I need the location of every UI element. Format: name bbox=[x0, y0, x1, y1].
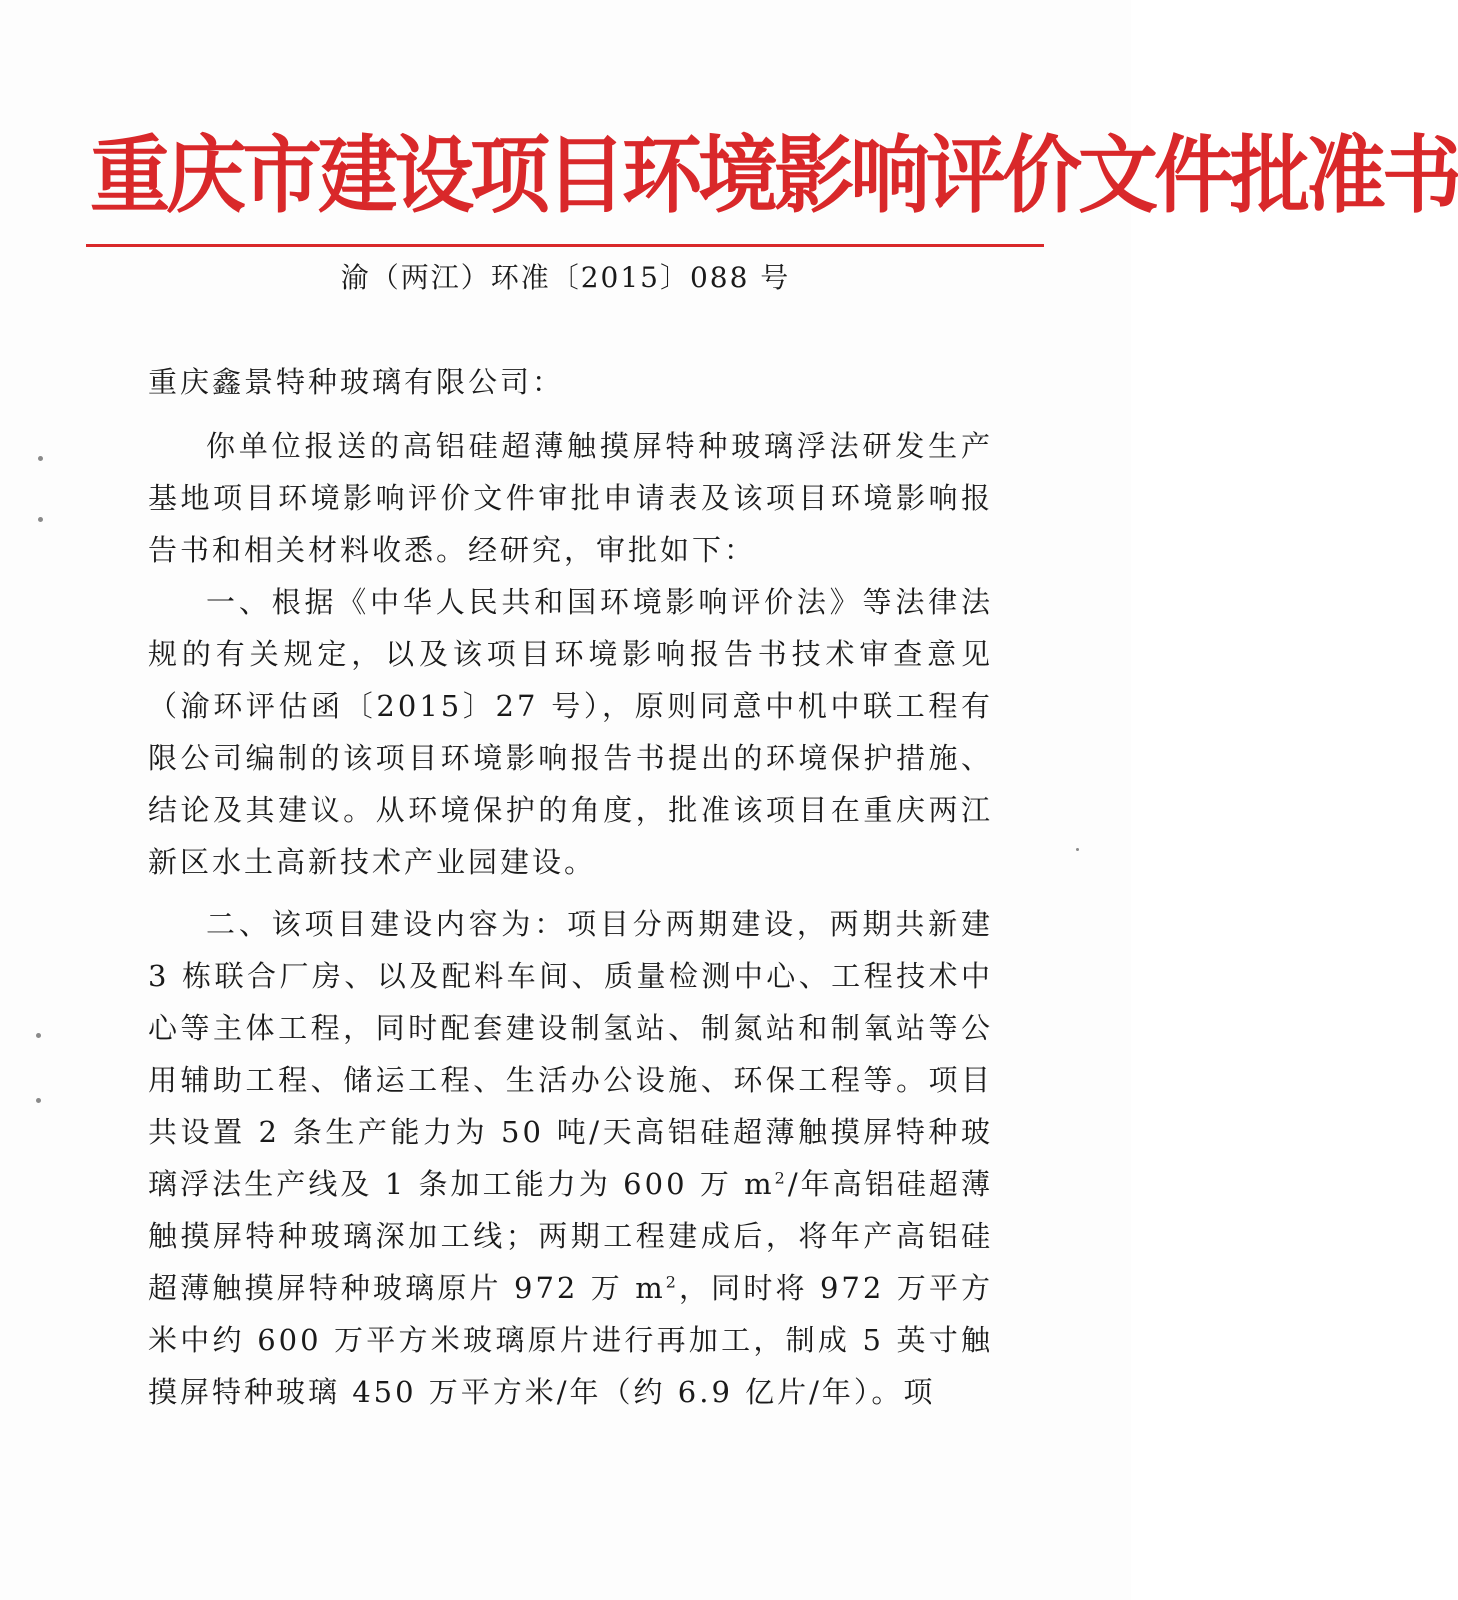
paragraph-one: 一、根据《中华人民共和国环境影响评价法》等法律法规的有关规定，以及该项目环境影响报告书技术审查意见（渝环评估函〔2015〕27 号），原则同意中机中联工程有限公司编制的该项目环境影响报告书提出的环境保护措施、结论及其建议。从环境保护的角度，批准该项目在重庆两江新区水土高新技术产业园建设。 bbox=[148, 585, 993, 879]
document-body bbox=[148, 356, 993, 1418]
document-title: 重庆市建设项目环境影响评价文件批准书 bbox=[90, 125, 1458, 225]
paragraph-two-part3: ，同时将 972 万平方米中约 600 万平方米玻璃原片进行再加工，制成 5 英寸触摸屏特种玻璃 450 万平方米/年（约 6.9 亿片/年）。项 bbox=[148, 1271, 993, 1409]
scan-speck bbox=[36, 1098, 41, 1103]
superscript-square: 2 bbox=[774, 1168, 788, 1188]
superscript-square: 2 bbox=[665, 1272, 679, 1292]
paragraph-two-part1: 二、该项目建设内容为：项目分两期建设，两期共新建 3 栋联合厂房、以及配料车间、质量检测中心、工程技术中心等主体工程，同时配套建设制氢站、制氮站和制氧站等公用辅助工程、储运工程、生活办公设施、环保工程等。项目共设置 2 条生产能力为 50 吨/天高铝硅超薄触摸屏特种玻璃浮法生产线及 1 条加工能力为 600 万 m bbox=[148, 907, 993, 1201]
scan-speck bbox=[36, 1033, 41, 1038]
paragraph-two-part2: /年高铝硅超薄触摸屏特种玻璃深加工线；两期工程建成后，将年产高铝硅超薄触摸屏特种玻璃原片 972 万 m bbox=[148, 1167, 993, 1305]
scan-speck bbox=[38, 456, 43, 461]
paragraph-intro: 你单位报送的高铝硅超薄触摸屏特种玻璃浮法研发生产基地项目环境影响评价文件审批申请表及该项目环境影响报告书和相关材料收悉。经研究，审批如下： bbox=[148, 429, 993, 567]
scan-speck bbox=[1076, 848, 1079, 851]
document-number: 渝（两江）环准〔2015〕088 号 bbox=[340, 261, 791, 294]
scan-speck bbox=[38, 517, 43, 522]
title-divider bbox=[86, 244, 1044, 247]
addressee: 重庆鑫景特种玻璃有限公司： bbox=[148, 365, 565, 399]
paragraph-two bbox=[148, 898, 993, 1418]
